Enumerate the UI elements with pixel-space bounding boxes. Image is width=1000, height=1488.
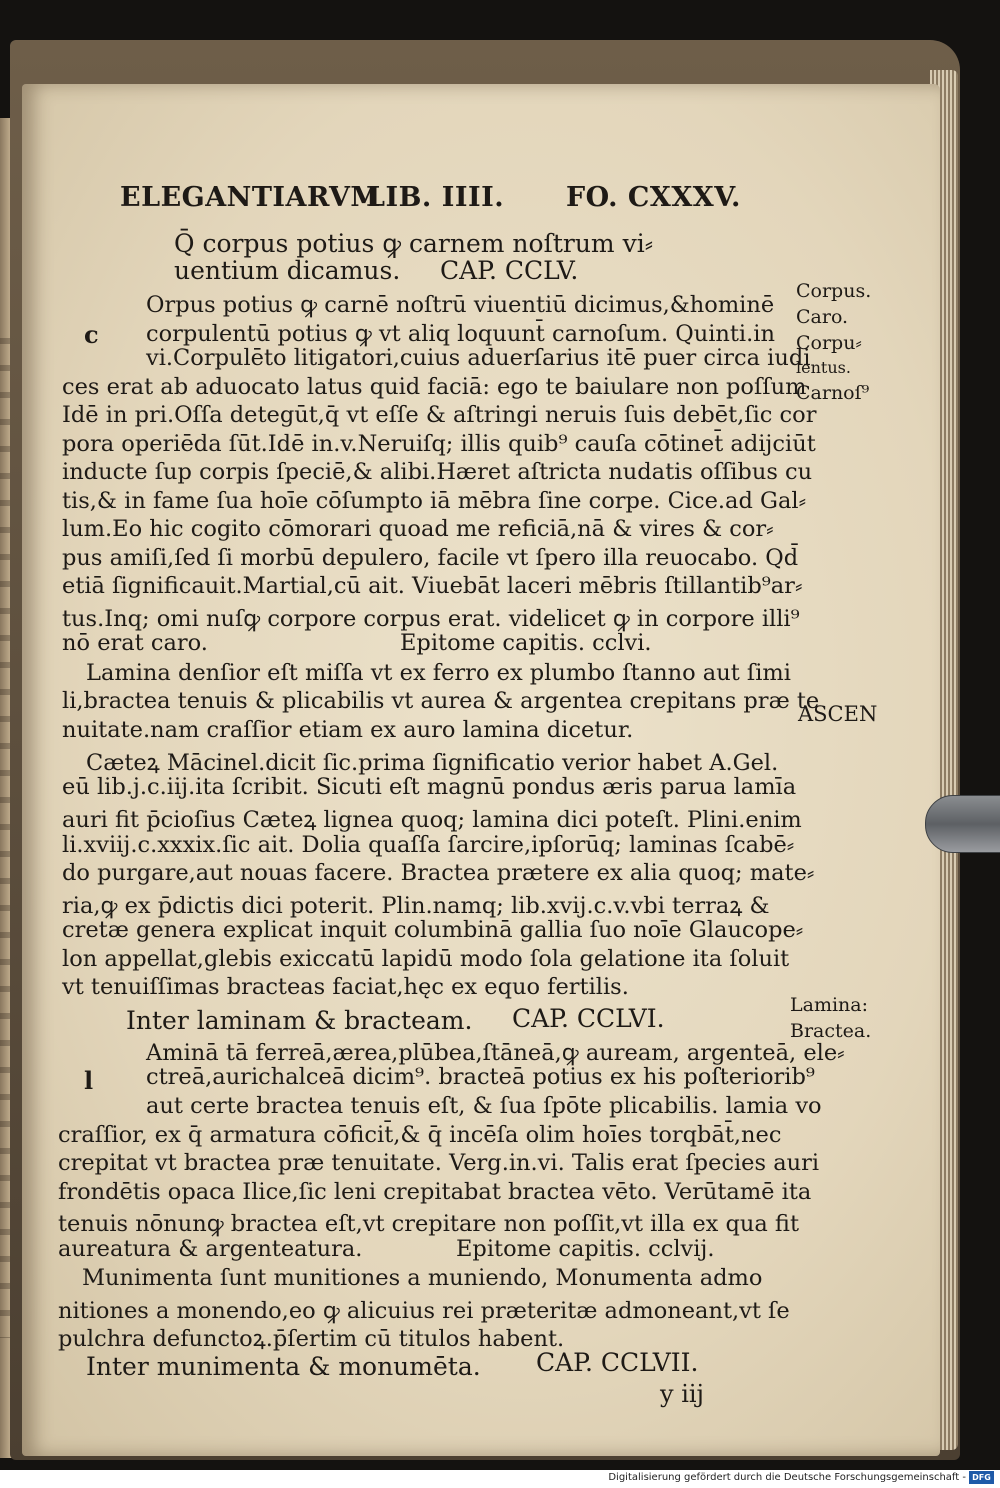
ascensius-line: cretæ genera explicat inquit columbinā gallia ſuo noīe Glaucope⸗ bbox=[62, 917, 804, 943]
chapter-255-line: lum.Eo hic cogito cōmorari quoad me reficiā,nā & vires & cor⸗ bbox=[62, 516, 774, 542]
epitome-256-line: li,bractea tenuis & plicabilis vt aurea & argentea crepitans præ te bbox=[62, 688, 820, 714]
chapter-255-line: vi.Corpulēto litigatori,cuius aduerſarius itē puer circa iudi bbox=[146, 345, 811, 371]
chapter-256-line: crepitat vt bractea præ tenuitate. Verg.in.vi. Talis erat ſpecies auri bbox=[58, 1150, 820, 1176]
margin-letter-l: l bbox=[84, 1066, 94, 1095]
margin-note-corpulentus-1: Corpu⸗ bbox=[796, 332, 862, 354]
book-page bbox=[22, 84, 940, 1456]
epitome-257-line: Munimenta ſunt munitiones a muniendo, Monumenta admo bbox=[82, 1265, 763, 1291]
margin-note-lamina: Lamina: bbox=[790, 994, 869, 1016]
epitome-256-line: nuitate.nam craſſior etiam ex auro lamina dicetur. bbox=[62, 717, 634, 743]
ascensius-line: lon appellat,glebis exiccatū lapidū modo ſola gelatione ita ſoluit bbox=[62, 946, 790, 972]
chapter-257-number: CAP. CCLVII. bbox=[536, 1348, 699, 1377]
chapter-256-line: aureatura & argenteatura. bbox=[58, 1236, 363, 1262]
margin-note-caro: Caro. bbox=[796, 306, 849, 328]
chapter-256-line: craſſior, ex q̄ armatura cōficit̄,& q̄ incēſa olim hoīes torqbāt̄,nec bbox=[58, 1122, 782, 1148]
margin-letter-c: c bbox=[84, 320, 99, 349]
ascensius-line: ria,ꝙ ex p̄dictis dici poterit. Plin.namq; lib.xvij.c.v.vbi terraꝝ & bbox=[62, 893, 770, 919]
ascensius-line: Cæteꝝ Mācinel.dicit ſic.prima ſignificatio verior habet A.Gel. bbox=[86, 750, 779, 776]
ascensius-line: eū lib.j.c.iij.ita ſcribit. Sicuti eſt magnū pondus æris parua lamīa bbox=[62, 774, 797, 800]
chapter-257-heading: Inter munimenta & monumēta. bbox=[86, 1352, 481, 1381]
funding-credit: Digitalisierung gefördert durch die Deutsche Forschungsgemeinschaft - bbox=[608, 1472, 966, 1483]
chapter-256-line: frondētis opaca Ilice,ſic leni crepitabat bractea vēto. Verūtamē ita bbox=[58, 1179, 812, 1205]
chapter-255-line: ces erat ab aduocato latus quid faciā: ego te baiulare non poſſum bbox=[62, 374, 807, 400]
margin-note-corpus: Corpus. bbox=[796, 280, 872, 302]
chapter-255-line: pus amiſi,ſed ſi morbū depulero, facile vt ſpero illa reuocabo. Qd̄ bbox=[62, 545, 799, 571]
epitome-257-line: pulchra defunctoꝝ.p̄ſertim cū titulos habent. bbox=[58, 1326, 565, 1352]
chapter-255-line: etiā ſignificauit.Martial,cū ait. Viuebāt laceri mēbris ſtillantib⁹ar⸗ bbox=[62, 573, 803, 599]
epitome-256-heading: Epitome capitis. cclvi. bbox=[400, 630, 652, 656]
chapter-255-line: tus.Inq; omi nuſꝙ corpore corpus erat. videlicet ꝙ in corpore illi⁹ bbox=[62, 606, 800, 632]
margin-note-ascensius: ASCEN bbox=[798, 702, 878, 726]
chapter-255-heading-line2: uentium dicamus. bbox=[174, 256, 401, 285]
ascensius-line: do purgare,aut nouas facere. Bractea prætere ex alia quoq; mate⸗ bbox=[62, 860, 815, 886]
book-clip bbox=[925, 795, 1000, 853]
running-head-book: LIB. IIII. bbox=[366, 182, 505, 213]
epitome-257-heading: Epitome capitis. cclvij. bbox=[456, 1236, 715, 1262]
running-head-folio: FO. CXXXV. bbox=[566, 182, 741, 213]
chapter-256-line: aut certe bractea tenuis eſt, & ſua ſpōte plicabilis. lamia vo bbox=[146, 1093, 822, 1119]
chapter-256-line: Aminā tā ferreā,ærea,plūbea,ſtāneā,ꝙ auream, argenteā, ele⸗ bbox=[146, 1040, 845, 1066]
margin-note-corpulentus-2: lentus. bbox=[796, 358, 851, 377]
chapter-255-line: corpulentū potius ꝙ vt aliq loquunt̄ carnoſum. Quinti.in bbox=[146, 321, 775, 347]
chapter-256-number: CAP. CCLVI. bbox=[512, 1004, 665, 1033]
ascensius-line: li.xviij.c.xxxix.ſic ait. Dolia quaſſa ſarcire,ipſorūq; laminas ſcabē⸗ bbox=[62, 832, 795, 858]
chapter-255-number: CAP. CCLV. bbox=[440, 256, 579, 285]
running-head-title: ELEGANTIARVM bbox=[120, 182, 381, 213]
chapter-255-line: inducte ſup corpis ſpeciē,& alibi.Hæret aſtricta nudatis oſſibus cu bbox=[62, 459, 813, 485]
margin-note-bractea: Bractea. bbox=[790, 1020, 872, 1042]
chapter-255-line: Orpus potius ꝙ carnē noſtrū viuentiū dicimus,&hominē bbox=[146, 292, 775, 318]
chapter-255-line: tis,& in fame ſua hoīe cōſumpto iā mēbra ſine corpe. Cice.ad Gal⸗ bbox=[62, 488, 807, 514]
chapter-255-line: nō erat caro. bbox=[62, 630, 208, 656]
chapter-255-line: pora operiēda ſūt.Idē in.v.Neruiſq; illis quib⁹ cauſa cōtinet̄ adijciūt bbox=[62, 431, 816, 457]
chapter-256-heading: Inter laminam & bracteam. bbox=[126, 1006, 473, 1035]
chapter-256-line: ctreā,aurichalceā dicim⁹. bracteā potius ex his poſteriorib⁹ bbox=[146, 1064, 815, 1090]
epitome-257-line: nitiones a monendo,eo ꝙ alicuius rei præteritæ admoneant,vt ſe bbox=[58, 1298, 790, 1324]
ascensius-line: vt tenuiſſimas bracteas faciat,hęc ex equo fertilis. bbox=[62, 974, 629, 1000]
epitome-256-line: Lamina denſior eſt miſſa vt ex ferro ex plumbo ſtanno aut ſimi bbox=[86, 660, 791, 686]
margin-note-carnosus: Carnoſ⁹ bbox=[796, 382, 870, 404]
chapter-255-heading-line1: Q̄ corpus potius ꝙ carnem noſtrum vi⸗ bbox=[174, 229, 654, 258]
signature-mark: y iij bbox=[660, 1380, 704, 1408]
ascensius-line: auri fit p̄cioſius Cæteꝝ lignea quoq; lamina dici poteſt. Plini.enim bbox=[62, 807, 802, 833]
dfg-logo: DFG bbox=[969, 1471, 994, 1484]
chapter-256-line: tenuis nōnunꝙ bractea eſt,vt crepitare non poſſit,vt illa ex qua fit bbox=[58, 1211, 799, 1237]
chapter-255-line: Idē in pri.Oſſa detegūt,q̄ vt eſſe & aſtringi neruis ſuis debēt,ſic cor bbox=[62, 402, 817, 428]
